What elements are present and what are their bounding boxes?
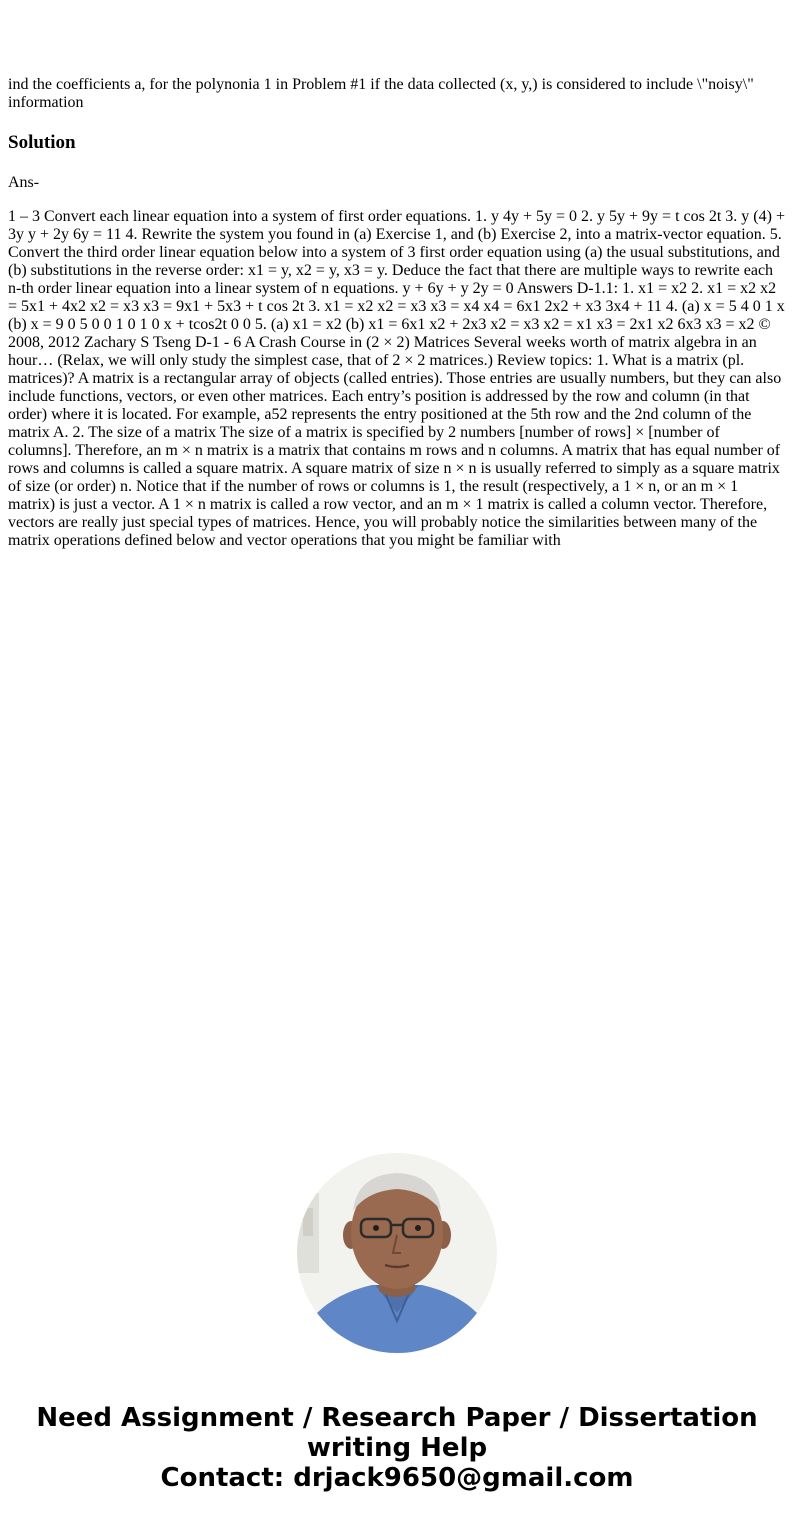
banner-line-2: writing Help: [306, 1433, 488, 1463]
banner-line-1: Need Assignment / Research Paper / Dissertation: [36, 1403, 758, 1433]
answer-label: Ans-: [8, 174, 40, 191]
answer-body: 1 – 3 Convert each linear equation into a system of first order equations. 1. y 4y + 5y = 0 2. y 5y + 9y = t cos 2t 3. y (4) + 3y y + 2y 6y = 11 4. Rewrite the system you found in (a) Exercise 1, and (b) Exercise 2, into a matrix-vector equation. 5. Convert the third order linear equation below into a system of 3 first order equation using (a) the usual substitutions, and (b) substitutions in the reverse order: x1 = y, x2 = y, x3 = y. Deduce the fact that there are multiple ways to rewrite each n-th order linear equation into a linear system of n equations. y + 6y + y 2y = 0 Answers D-1.1: 1. x1 = x2 2. x1 = x2 x2 = 5x1 + 4x2 x2 = x3 x3 = 9x1 + 5x3 + t cos 2t 3. x1 = x2 x2 = x3 x3 = x4 x4 = 6x1 2x2 + x3 3x4 + 11 4. (a) x = 5 4 0 1 x (b) x = 9 0 5 0 0 1 0 1 0 x + tcos2t 0 0 5. (a) x1 = x2 (b) x1 = 6x1 x2 + 2x3 x2 = x3 x2 = x1 x3 = 2x1 x2 6x3 x3 = x2 © 2008, 2012 Zachary S Tseng D-1 - 6 A Crash Course in (2 × 2) Matrices Several weeks worth of matrix algebra in an hour… (Relax, we will only study the simplest case, that of 2 × 2 matrices.) Review topics: 1. What is a matrix (pl. matrices)? A matrix is a rectangular array of objects (called entries). Those entries are usually numbers, but they can also include functions, vectors, or even other matrices. Each entry’s position is addressed by the row and column (in that order) where it is located. For example, a52 represents the entry positioned at the 5th row and the 2nd column of the matrix A. 2. The size of a matrix The size of a matrix is specified by 2 numbers [number of rows] × [number of columns]. Therefore, an m × n matrix is a matrix that contains m rows and n columns. A matrix that has equal number of rows and columns is called a square matrix. A square matrix of size n × n is usually referred to simply as a square matrix of size (or order) n. Notice that if the number of rows or columns is 1, the result (respectively, a 1 × n, or an m × 1 matrix) is just a vector. A 1 × n matrix is called a row vector, and an m × 1 matrix is called a column vector. Therefore, vectors are really just special types of matrices. Hence, you will probably notice the similarities between many of the matrix operations defined below and vector operations that you might be familiar with: [8, 208, 785, 549]
main-content: [8, 76, 786, 550]
author-portrait-image: [297, 1153, 497, 1353]
contact-banner: [0, 1403, 794, 1493]
solution-heading: Solution: [8, 132, 76, 153]
contact-email[interactable]: Contact: drjack9650@gmail.com: [160, 1463, 634, 1493]
author-avatar: [297, 1153, 497, 1353]
question-text: ind the coefficients a, for the polynonia 1 in Problem #1 if the data collected (x, y,) is considered to include \"noisy\" information: [8, 76, 754, 111]
